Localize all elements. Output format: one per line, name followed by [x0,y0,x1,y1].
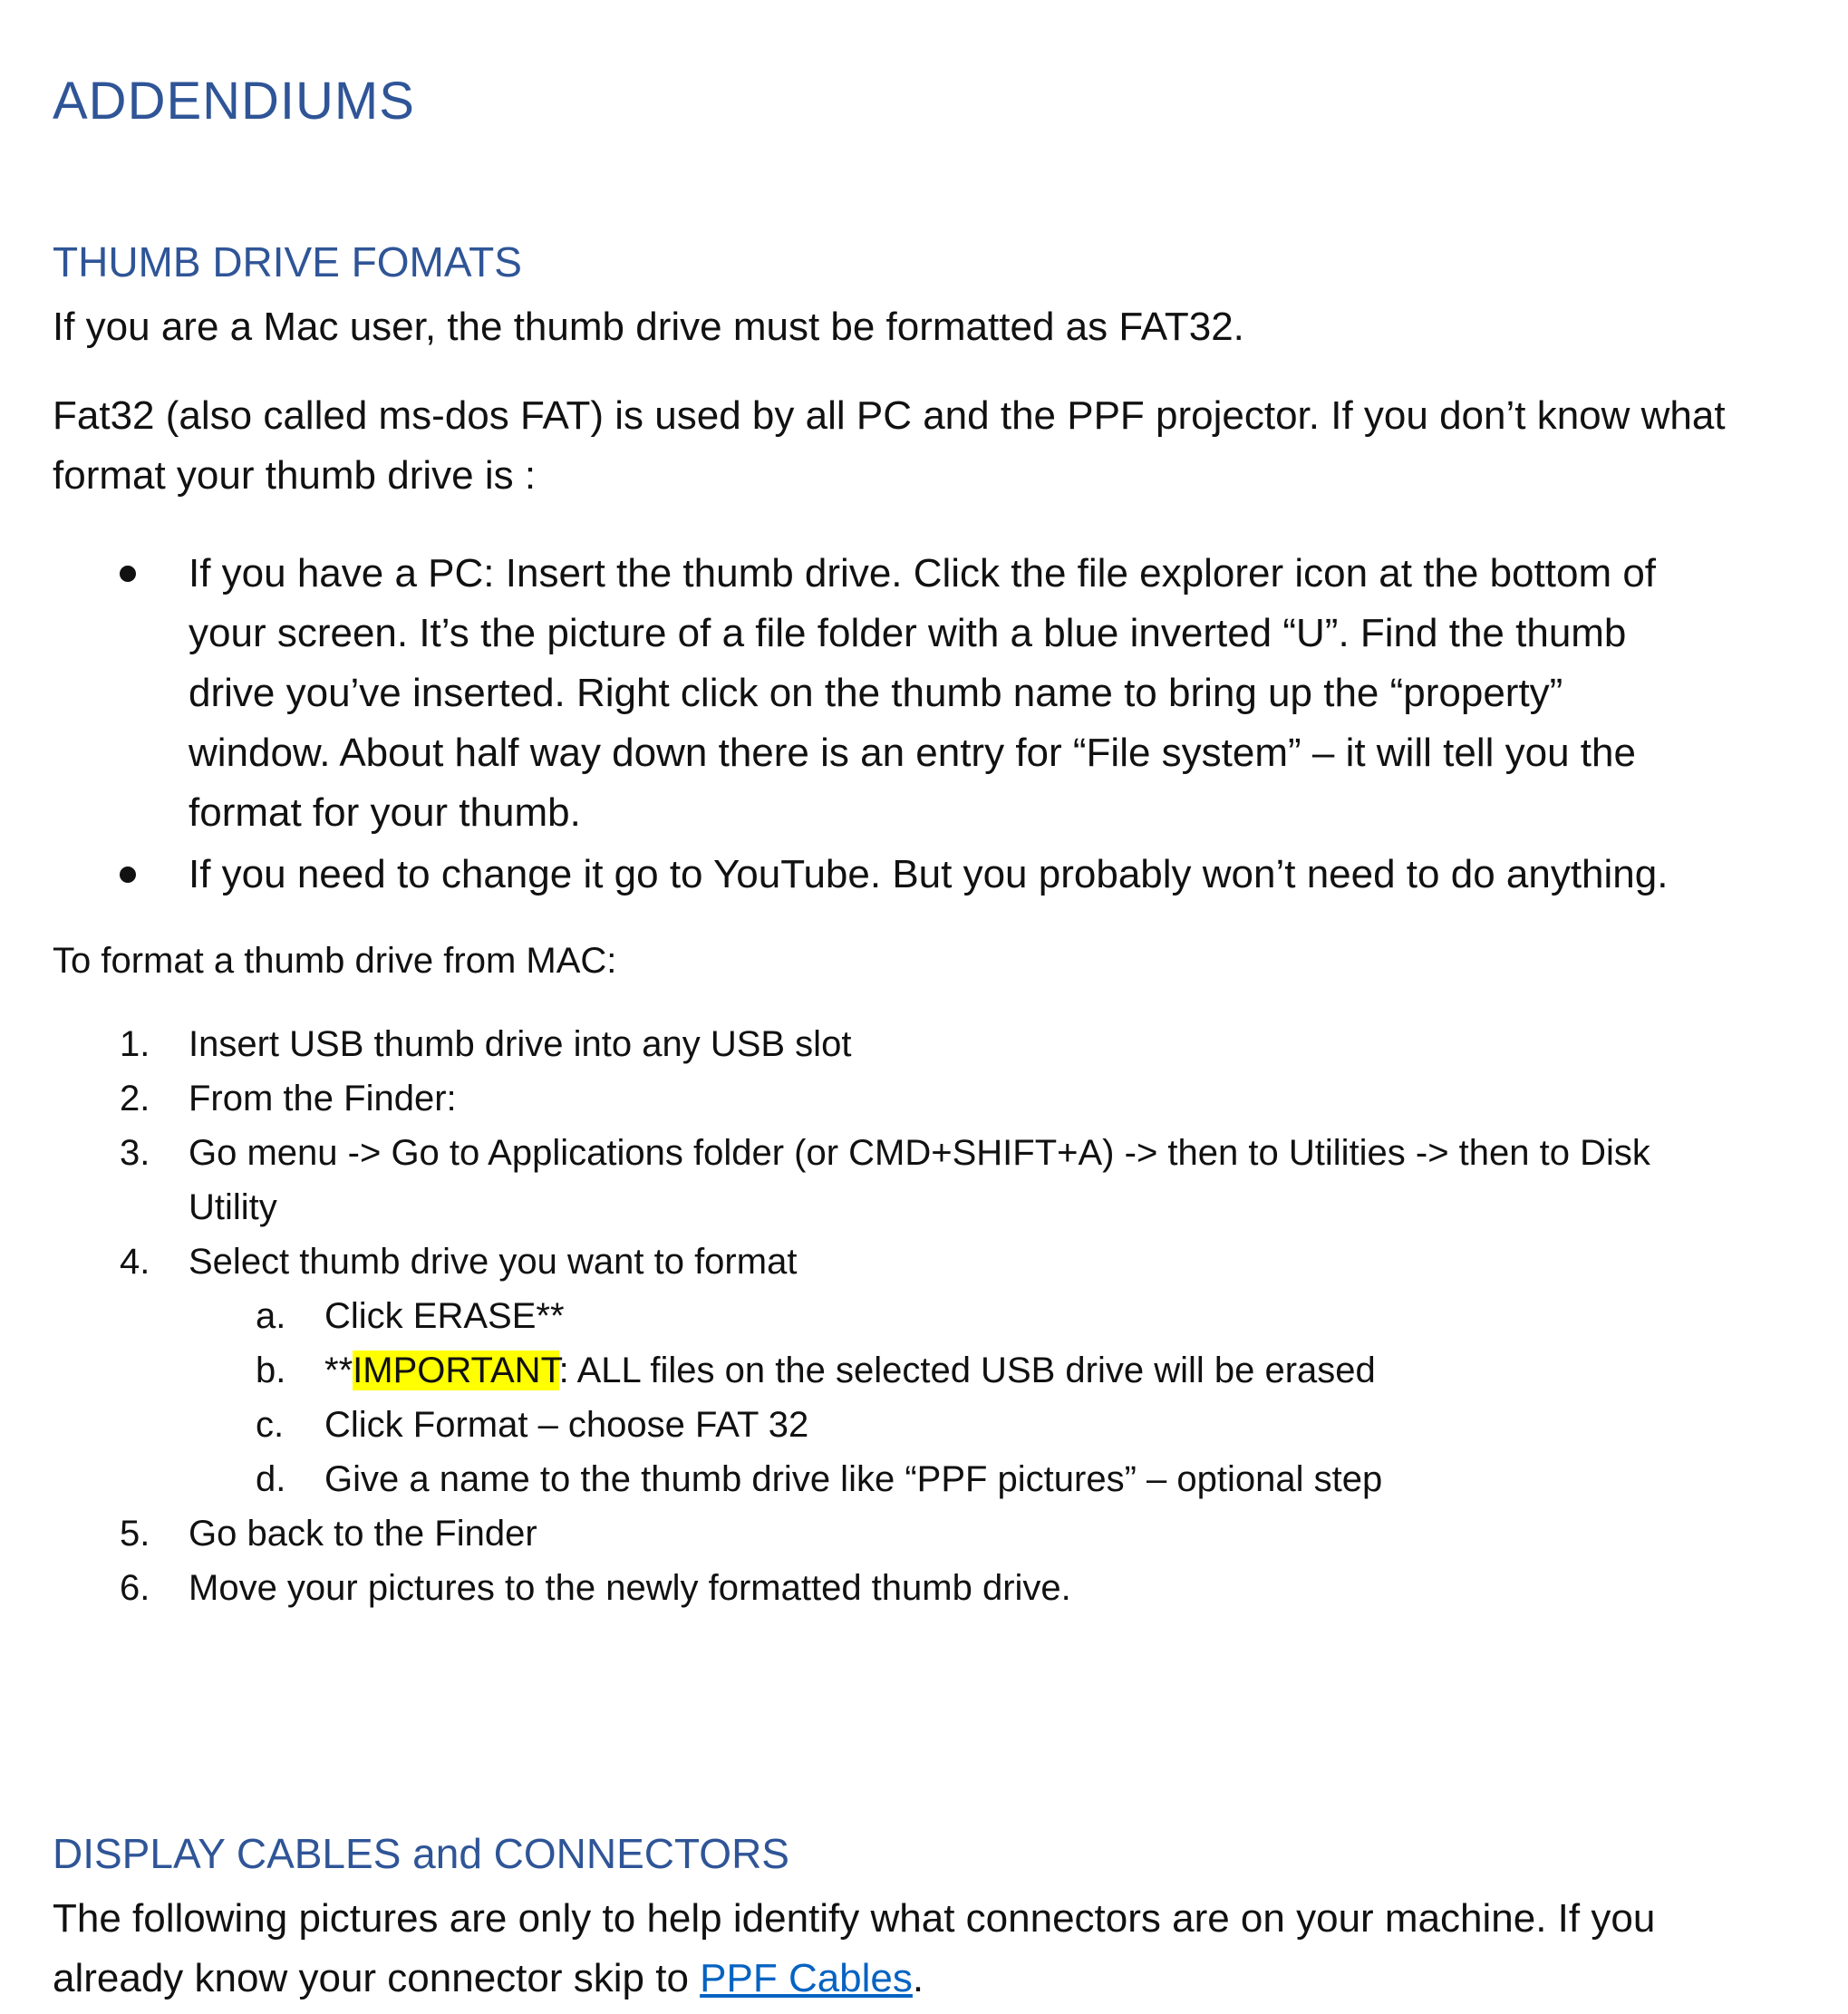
section-heading-thumb-drive: THUMB DRIVE FOMATS [53,238,522,286]
important-highlight: IMPORTANT [353,1351,559,1390]
substep-text: Click ERASE** [324,1296,565,1336]
substep-label: c. [256,1405,285,1445]
ppf-cables-link[interactable]: PPF Cables [700,1956,913,2000]
step-number: 2. [120,1079,150,1118]
mac-intro: To format a thumb drive from MAC: [53,941,617,981]
step-text: Move your pictures to the newly formatted thumb drive. [189,1568,1071,1608]
paragraph-mac-user: If you are a Mac user, the thumb drive must be formatted as FAT32. [53,305,1244,349]
paragraph-connectors-line1: The following pictures are only to help identify what connectors are on your machine. If you [53,1896,1656,1941]
bullet-line: If you need to change it go to YouTube. But you probably won’t need to do anything. [189,852,1669,896]
substep-text [324,1343,1376,1398]
step-text: Insert USB thumb drive into any USB slot [189,1024,852,1064]
substep-text: Give a name to the thumb drive like “PPF pictures” – optional step [324,1459,1383,1499]
step-text: Go menu -> Go to Applications folder (or CMD+SHIFT+A) -> then to Utilities -> then to Disk [189,1133,1650,1173]
step-number: 5. [120,1514,150,1554]
page-title: ADDENDIUMS [53,72,415,131]
paragraph-fat32-line2: format your thumb drive is : [53,453,537,498]
step-text: Go back to the Finder [189,1514,537,1554]
substep-text: Click Format – choose FAT 32 [324,1405,809,1445]
substep-suffix: : ALL files on the selected USB drive will be erased [558,1351,1376,1390]
step-number: 4. [120,1242,150,1282]
bullet-dot [120,566,136,582]
substep-label: b. [256,1351,286,1390]
connectors-line2-prefix: already know your connector skip to [53,1956,701,2000]
substep-label: a. [256,1296,286,1336]
bullet-line: window. About half way down there is an entry for “File system” – it will tell you the [189,731,1636,775]
paragraph-connectors-line2 [53,1949,924,2009]
section-heading-display-cables: DISPLAY CABLES and CONNECTORS [53,1830,789,1877]
step-text: From the Finder: [189,1079,457,1118]
connectors-line2-suffix: . [912,1956,924,2000]
step-number: 1. [120,1024,150,1064]
bullet-line: format for your thumb. [189,790,581,835]
bullet-line: your screen. It’s the picture of a file folder with a blue inverted “U”. Find the thumb [189,611,1627,655]
bullet-line: If you have a PC: Insert the thumb drive. Click the file explorer icon at the bottom of [189,551,1657,595]
substep-label: d. [256,1459,286,1499]
bullet-line: drive you’ve inserted. Right click on the thumb name to bring up the “property” [189,671,1563,715]
step-text: Select thumb drive you want to format [189,1242,798,1282]
paragraph-fat32-line1: Fat32 (also called ms-dos FAT) is used by all PC and the PPF projector. If you don’t know what [53,393,1726,438]
bullet-dot [120,867,136,883]
step-number: 6. [120,1568,150,1608]
step-number: 3. [120,1133,150,1173]
step-text: Utility [189,1187,277,1227]
substep-prefix: ** [324,1351,353,1390]
